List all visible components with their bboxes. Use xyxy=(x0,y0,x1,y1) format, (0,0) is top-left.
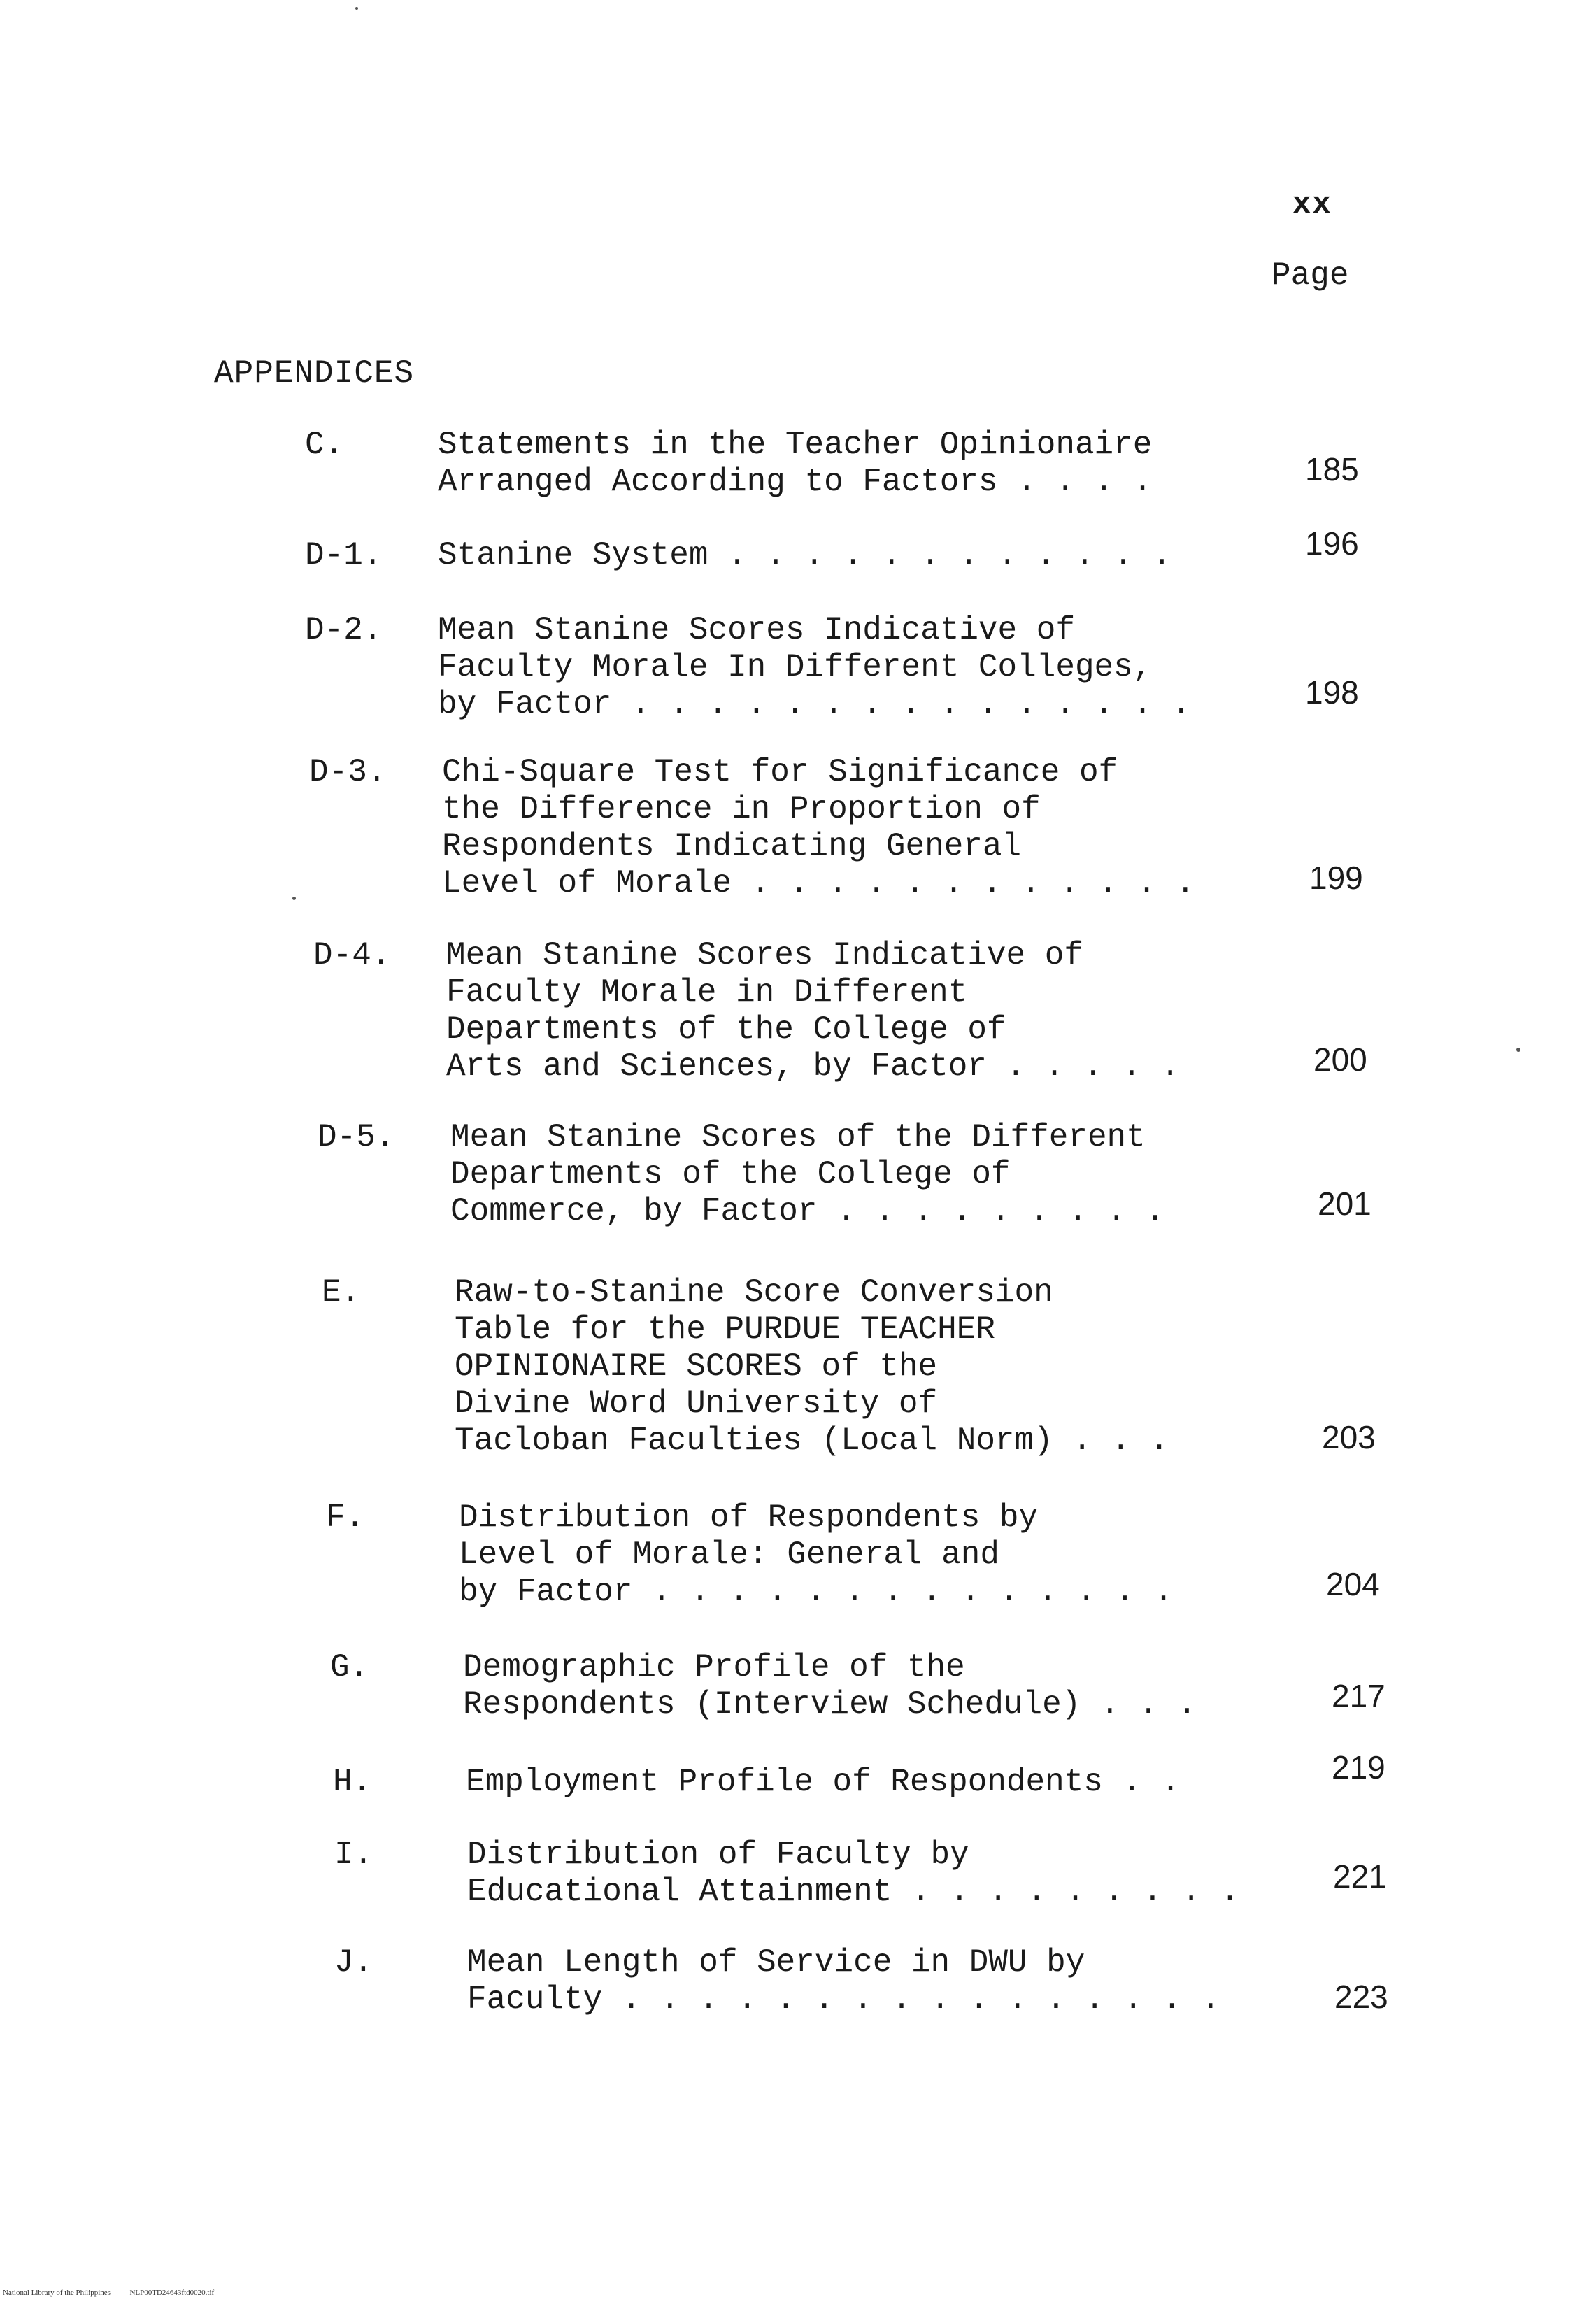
toc-entry xyxy=(333,1749,1557,1800)
entry-letter: D-3. xyxy=(309,754,387,790)
entry-page: 196 xyxy=(1305,525,1359,562)
entry-letter: I. xyxy=(334,1837,373,1873)
entry-letter: D-5. xyxy=(318,1119,395,1155)
toc-entry xyxy=(305,612,1529,722)
toc-entry xyxy=(318,1119,1541,1230)
page-column-label: Page xyxy=(1271,257,1349,294)
entry-letter: C. xyxy=(305,427,344,463)
entry-title: Mean Stanine Scores Indicative of Faculty Morale in Different Departments of the College of Arts and Sciences, by Factor . . . . . xyxy=(446,937,1180,1085)
entry-letter: J. xyxy=(334,1944,373,1981)
entry-letter: H. xyxy=(333,1764,372,1800)
entry-letter: G. xyxy=(330,1649,369,1686)
entry-title: Distribution of Respondents by Level of Morale: General and by Factor . . . . . . . . . . . . . . xyxy=(459,1500,1174,1610)
entry-page: 185 xyxy=(1305,451,1359,487)
entry-letter: D-2. xyxy=(305,612,383,648)
scan-speck xyxy=(355,7,358,10)
entry-title: Employment Profile of Respondents . . xyxy=(466,1764,1181,1800)
entry-page: 203 xyxy=(1322,1419,1376,1455)
entry-title: Mean Stanine Scores of the Different Departments of the College of Commerce, by Factor . . . . . . . . . xyxy=(450,1119,1165,1230)
entry-page: 223 xyxy=(1334,1979,1388,2015)
entry-page: 200 xyxy=(1313,1041,1367,1078)
toc-entry xyxy=(309,754,1533,902)
toc-entry xyxy=(334,1837,1558,1910)
entry-page: 204 xyxy=(1326,1566,1380,1602)
entry-title: Statements in the Teacher Opinionaire Arranged According to Factors . . . . xyxy=(438,427,1153,500)
entry-title: Distribution of Faculty by Educational Attainment . . . . . . . . . xyxy=(467,1837,1240,1910)
entry-page: 221 xyxy=(1333,1858,1387,1895)
entry-title: Mean Stanine Scores Indicative of Faculty Morale In Different Colleges, by Factor . . . . . . . . . . . . . . . xyxy=(438,612,1191,722)
entry-page: 199 xyxy=(1309,860,1363,896)
toc-entry xyxy=(334,1944,1558,2018)
entry-page: 198 xyxy=(1305,674,1359,711)
scan-footer xyxy=(3,2288,214,2297)
toc-entry xyxy=(326,1500,1550,1610)
footer-library: National Library of the Philippines xyxy=(3,2288,111,2297)
toc-entry xyxy=(305,525,1529,574)
entry-page: 217 xyxy=(1332,1678,1385,1714)
entry-page: 201 xyxy=(1318,1185,1371,1222)
entry-letter: E. xyxy=(322,1274,361,1311)
toc-entry xyxy=(313,937,1537,1085)
entry-title: Raw-to-Stanine Score Conversion Table for the PURDUE TEACHER OPINIONAIRE SCORES of the Divine Word University of Tacloban Faculties (Local Norm) . . . xyxy=(455,1274,1169,1459)
section-heading: APPENDICES xyxy=(214,355,415,392)
toc-entry xyxy=(330,1649,1554,1723)
entry-letter: F. xyxy=(326,1500,365,1536)
footer-filename: NLP00TD24643ftd0020.tif xyxy=(129,2288,215,2297)
toc-entry xyxy=(322,1274,1546,1459)
entry-title: Chi-Square Test for Significance of the Difference in Proportion of Respondents Indicating General Level of Morale . . . . . . . . . . . . xyxy=(442,754,1195,902)
entry-title: Demographic Profile of the Respondents (Interview Schedule) . . . xyxy=(463,1649,1197,1723)
scan-speck xyxy=(292,897,296,900)
entry-letter: D-4. xyxy=(313,937,391,974)
entry-letter: D-1. xyxy=(305,537,383,574)
scan-speck xyxy=(1516,1048,1520,1052)
entry-page: 219 xyxy=(1332,1749,1385,1786)
toc-entry xyxy=(305,427,1529,500)
page-number: xx xyxy=(1292,187,1332,222)
entry-title: Mean Length of Service in DWU by Faculty . . . . . . . . . . . . . . . . xyxy=(467,1944,1220,2018)
entry-title: Stanine System . . . . . . . . . . . . xyxy=(438,537,1171,574)
